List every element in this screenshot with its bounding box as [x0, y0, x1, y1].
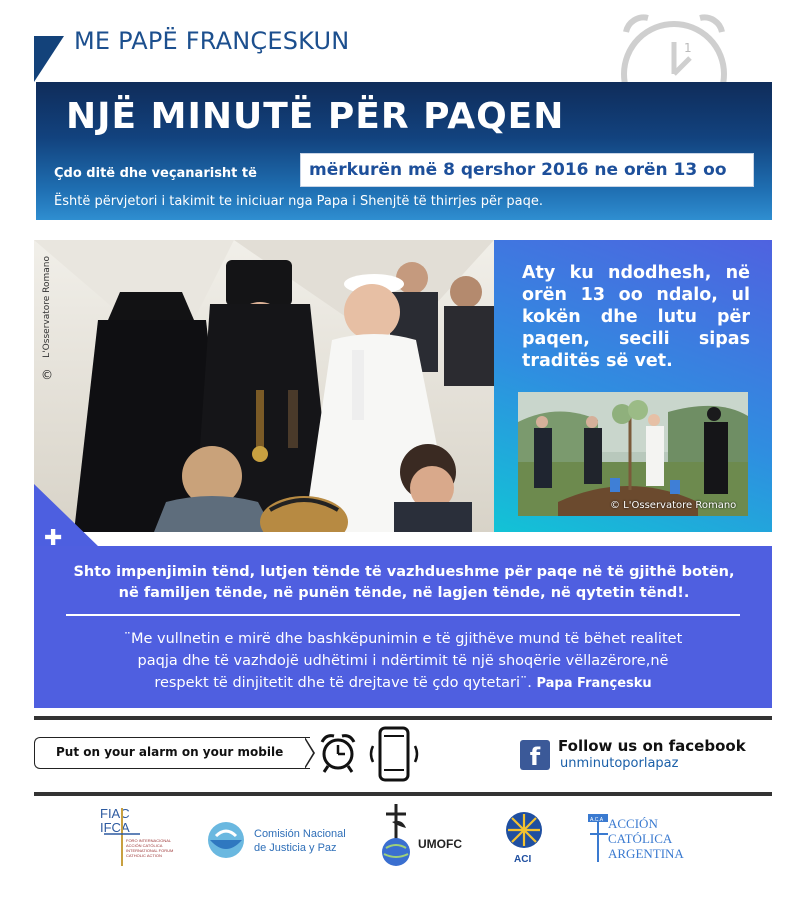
facebook-follow-label[interactable]: Follow us on facebook	[558, 737, 746, 755]
aci-logo	[500, 810, 548, 866]
aca-line-3: ARGENTINA	[608, 846, 684, 861]
appeal-line-1: Shto impenjimin tënd, lutjen tënde të vazhdueshme për paqe në të gjithë botën,	[73, 564, 735, 580]
pope-quote	[44, 628, 762, 695]
quote-line-3	[44, 672, 762, 695]
aca-line-2: CATÓLICA	[608, 831, 673, 846]
alarm-clock-icon	[318, 730, 358, 778]
small-photo-credit: © L'Osservatore Romano	[610, 500, 737, 511]
facebook-handle[interactable]: unminutoporlapaz	[560, 756, 679, 771]
date-highlight-box	[300, 153, 754, 187]
page-title: NJË MINUTË PËR PAQEN	[66, 96, 565, 137]
anniversary-text: Është përvjetori i takimit te iniciuar nga Papa i Shenjtë të thirrjes për paqe.	[54, 194, 544, 209]
daily-prefix: Çdo ditë dhe veçanarisht të	[54, 166, 257, 181]
divider	[66, 614, 740, 616]
quote-author: Papa Françesku	[536, 676, 652, 691]
plus-icon: ✚	[44, 526, 63, 551]
aci-label: ACI	[514, 854, 532, 865]
appeal-text	[40, 562, 768, 604]
clock-number: 1	[684, 41, 692, 55]
aca-small: A.C.A	[590, 817, 604, 823]
prayer-instruction: Aty ku ndodhesh, në orën 13 oo ndalo, ul kokën dhe lutu për paqen, secili sipas traditës së vet.	[522, 263, 750, 371]
fiac-top: FIAC	[100, 806, 130, 821]
date-highlight: mërkurën më 8 qershor 2016 ne orën 13 oo	[309, 160, 727, 180]
umofc-logo	[372, 802, 472, 868]
page-subtitle: ME PAPË FRANÇESKUN	[74, 27, 350, 55]
subtitle-corner	[34, 36, 64, 82]
alarm-clock-decoration-icon	[618, 12, 730, 82]
appeal-line-2: në familjen tënde, në punën tënde, në lagjen tënde, në qytetin tënd!.	[118, 585, 690, 601]
photo-credit: L'Osservatore Romano	[42, 256, 52, 358]
aca-line-1: ACCIÓN	[608, 816, 658, 831]
footer-rule-bottom	[34, 792, 772, 796]
cnjp-logo	[206, 818, 356, 862]
main-photo	[34, 240, 494, 532]
tree-planting-photo	[518, 392, 748, 516]
fiac-small-3: INTERNATIONAL FORUM	[126, 848, 174, 853]
cnjp-line-1: Comisión Nacional	[254, 828, 346, 840]
aca-logo	[586, 812, 696, 864]
fiac-bottom: IFCA	[100, 820, 130, 835]
cnjp-line-2: de Justicia y Paz	[254, 842, 337, 854]
fiac-small-1: FORO INTERNACIONAL	[126, 838, 172, 843]
facebook-icon[interactable]: f	[520, 740, 550, 770]
ringing-phone-icon	[366, 724, 422, 788]
quote-line-3-text: respekt të dinjitetit dhe të drejtave të çdo qytetari¨.	[154, 675, 532, 691]
alarm-label: Put on your alarm on your mobile	[56, 745, 284, 759]
quote-line-2: paqja dhe të vazhdojë udhëtimi i ndërtimit të një shoqërie vëllazërore,në	[137, 653, 669, 669]
fiac-small-4: CATHOLIC ACTION	[126, 853, 162, 858]
fiac-small-2: ACCIÓN CATÓLICA	[126, 843, 163, 848]
copyright-icon: ©	[41, 368, 53, 382]
umofc-label: UMOFC	[418, 837, 462, 851]
footer-rule-top	[34, 716, 772, 720]
fiac-logo	[96, 804, 176, 868]
alarm-callout-arrow-inner	[304, 738, 313, 768]
quote-line-1: ¨Me vullnetin e mirë dhe bashkëpunimin e të gjithëve mund të bëhet realitet	[123, 631, 683, 647]
